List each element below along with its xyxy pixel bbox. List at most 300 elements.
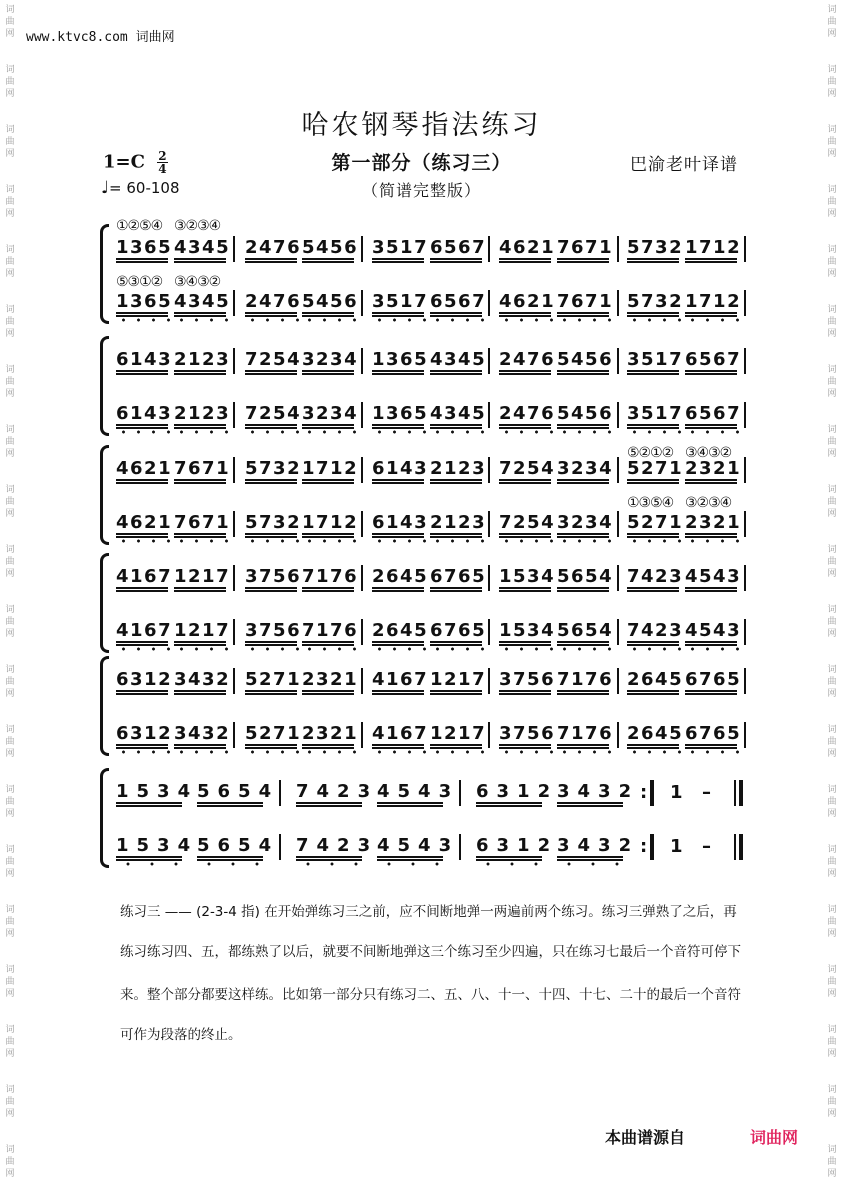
bar-line (361, 290, 363, 316)
beam-line (627, 370, 679, 372)
note-group: 7254 (499, 512, 556, 533)
note-group: 5732 (245, 512, 302, 533)
note-group: 2645 (627, 723, 684, 744)
watermark-char: 曲 (827, 317, 837, 327)
watermark-char: 网 (5, 329, 15, 339)
beam-line (430, 370, 482, 372)
beam-line (557, 536, 609, 538)
watermark-char: 网 (5, 989, 15, 999)
note-group: 4167 (116, 566, 173, 587)
octave-dots (116, 647, 174, 651)
note-group: 3517 (372, 237, 429, 258)
beam-line (557, 641, 609, 643)
octave-dots (372, 647, 430, 651)
watermark-char: 网 (827, 629, 837, 639)
beam-line (430, 644, 482, 646)
beam-line (685, 533, 737, 535)
octave-dots (197, 862, 267, 866)
beam-line (302, 693, 354, 695)
beam-line (302, 312, 354, 314)
beam-line (174, 261, 226, 263)
note-group: 7671 (174, 458, 231, 479)
subtitle: （简谱完整版） (361, 181, 481, 200)
note-group: 7423 (627, 566, 684, 587)
beam-line (372, 587, 424, 589)
watermark-char: 曲 (5, 257, 15, 267)
beam-line (174, 427, 226, 429)
watermark-char: 词 (827, 485, 837, 495)
watermark-char: 词 (5, 5, 15, 15)
octave-dots (302, 318, 360, 322)
watermark-char: 网 (827, 929, 837, 939)
octave-dots (430, 318, 488, 322)
octave-dots (174, 318, 232, 322)
final-bar-thick (739, 780, 743, 806)
bar-line (233, 511, 235, 537)
bar-line (459, 780, 461, 806)
beam-line (499, 536, 551, 538)
note-group: 5271 (245, 669, 302, 690)
fingering-numbers: ⑤③①② (116, 274, 163, 290)
watermark-char: 曲 (5, 1037, 15, 1047)
beam-line (245, 587, 297, 589)
beam-line (476, 856, 542, 858)
beam-line (174, 590, 226, 592)
octave-dots (174, 430, 232, 434)
beam-line (174, 482, 226, 484)
beam-line (557, 261, 609, 263)
watermark-char: 网 (827, 809, 837, 819)
beam-line (430, 641, 482, 643)
watermark-char: 词 (827, 545, 837, 555)
beam-line (302, 373, 354, 375)
note-group: 1534 (499, 566, 556, 587)
note-group: 6312 (476, 781, 559, 802)
beam-line (372, 312, 424, 314)
quarter-note-icon: ♩ (101, 178, 110, 198)
hold-dash: – (702, 782, 711, 803)
note-group: 2321 (685, 458, 742, 479)
note-group: 5654 (557, 620, 614, 641)
note-group: 6765 (685, 669, 742, 690)
octave-dots (430, 539, 488, 543)
watermark-char: 词 (5, 1085, 15, 1095)
watermark-char: 词 (827, 785, 837, 795)
beam-line (296, 805, 362, 807)
beam-line (557, 856, 623, 858)
beam-line (372, 690, 424, 692)
octave-dots (377, 862, 447, 866)
watermark-char: 曲 (827, 617, 837, 627)
note-group: 1534 (116, 781, 199, 802)
watermark-char: 词 (827, 1025, 837, 1035)
beam-line (685, 536, 737, 538)
beam-line (197, 805, 263, 807)
bar-line (361, 348, 363, 374)
beam-line (499, 533, 551, 535)
watermark-char: 词 (5, 125, 15, 135)
beam-line (372, 479, 424, 481)
watermark-char: 词 (5, 365, 15, 375)
final-bar (734, 780, 736, 806)
octave-dots (627, 539, 685, 543)
beam-line (685, 312, 737, 314)
note-group: 2321 (685, 512, 742, 533)
note-group: 3756 (499, 669, 556, 690)
watermark-char: 词 (827, 125, 837, 135)
beam-line (627, 641, 679, 643)
beam-line (372, 693, 424, 695)
beam-line (557, 370, 609, 372)
note-group: 7671 (557, 237, 614, 258)
octave-dots (685, 750, 743, 754)
bar-line (361, 457, 363, 483)
beam-line (430, 693, 482, 695)
beam-line (557, 690, 609, 692)
beam-line (557, 590, 609, 592)
beam-line (302, 533, 354, 535)
watermark-char: 曲 (5, 377, 15, 387)
beam-line (245, 747, 297, 749)
beam-line (627, 644, 679, 646)
beam-line (174, 587, 226, 589)
final-bar (734, 834, 736, 860)
watermark-char: 曲 (5, 497, 15, 507)
note-group: 3234 (302, 403, 359, 424)
note-group: 4167 (116, 620, 173, 641)
beam-line (685, 427, 737, 429)
beam-line (499, 479, 551, 481)
beam-line (174, 536, 226, 538)
note-group: 2123 (174, 403, 231, 424)
beam-line (685, 693, 737, 695)
watermark-char: 曲 (827, 677, 837, 687)
watermark-char: 曲 (827, 77, 837, 87)
note-group: 5654 (197, 835, 280, 856)
part-title: 第一部分（练习三） (331, 152, 512, 174)
beam-line (685, 261, 737, 263)
watermark-char: 曲 (827, 557, 837, 567)
beam-line (245, 370, 297, 372)
watermark-char: 曲 (5, 137, 15, 147)
beam-line (557, 312, 609, 314)
beam-line (197, 802, 263, 804)
watermark-char: 词 (5, 605, 15, 615)
octave-dots (499, 318, 557, 322)
beam-line (627, 258, 679, 260)
beam-line (302, 744, 354, 746)
octave-dots (116, 750, 174, 754)
beam-line (174, 644, 226, 646)
beam-line (499, 424, 551, 426)
note-group: 5271 (627, 512, 684, 533)
bar-line (233, 348, 235, 374)
beam-line (476, 802, 542, 804)
key-text: 1=C (103, 151, 145, 173)
bar-line (617, 511, 619, 537)
note-group: 1365 (372, 403, 429, 424)
note-group: 7671 (557, 291, 614, 312)
beam-line (377, 859, 443, 861)
beam-line (174, 373, 226, 375)
watermark-char: 词 (827, 245, 837, 255)
octave-dots (499, 647, 557, 651)
beam-line (372, 641, 424, 643)
bar-line (744, 290, 746, 316)
octave-dots (245, 430, 303, 434)
note-group: 1365 (116, 291, 173, 312)
note-group: 2645 (372, 620, 429, 641)
octave-dots (302, 430, 360, 434)
note-group: 1217 (430, 669, 487, 690)
octave-dots (430, 647, 488, 651)
watermark-char: 网 (5, 89, 15, 99)
beam-line (499, 312, 551, 314)
watermark-char: 词 (5, 665, 15, 675)
note-group: 4621 (499, 291, 556, 312)
note-group: 4345 (174, 291, 231, 312)
note-group: 3756 (245, 620, 302, 641)
watermark-char: 曲 (827, 917, 837, 927)
beam-line (197, 859, 263, 861)
beam-line (116, 312, 168, 314)
watermark-char: 网 (827, 1169, 837, 1179)
note-group: 7423 (296, 835, 379, 856)
note-group: 6765 (430, 566, 487, 587)
beam-line (116, 424, 168, 426)
beam-line (116, 747, 168, 749)
octave-dots (372, 750, 430, 754)
watermark-char: 曲 (5, 917, 15, 927)
watermark-char: 曲 (827, 437, 837, 447)
octave-dots (430, 430, 488, 434)
beam-line (627, 312, 679, 314)
bar-line (617, 290, 619, 316)
repeat-dots: : (640, 782, 648, 803)
note-group: 6312 (116, 723, 173, 744)
bar-line (488, 722, 490, 748)
watermark-char: 词 (827, 365, 837, 375)
repeat-bar (650, 834, 654, 860)
note-group: 5456 (302, 237, 359, 258)
note-group: 6312 (476, 835, 559, 856)
beam-line (499, 587, 551, 589)
beam-line (302, 590, 354, 592)
note-group: 1365 (372, 349, 429, 370)
translator-credit: 巴渝老叶译谱 (630, 155, 738, 175)
note-group: 5732 (627, 237, 684, 258)
watermark-char: 词 (5, 845, 15, 855)
octave-dots (685, 318, 743, 322)
staff-brace (100, 445, 109, 545)
beam-line (245, 644, 297, 646)
octave-dots (499, 750, 557, 754)
octave-dots (627, 750, 685, 754)
beam-line (174, 424, 226, 426)
bar-line (744, 402, 746, 428)
octave-dots (372, 318, 430, 322)
bar-line (488, 668, 490, 694)
watermark-char: 词 (827, 185, 837, 195)
watermark-char: 词 (5, 725, 15, 735)
watermark-char: 词 (827, 305, 837, 315)
note-group: 7176 (557, 669, 614, 690)
watermark-char: 网 (5, 569, 15, 579)
beam-line (557, 315, 609, 317)
beam-line (174, 258, 226, 260)
watermark-char: 网 (827, 749, 837, 759)
note-group: 7176 (557, 723, 614, 744)
note-group: 1217 (174, 620, 231, 641)
note-group: 3234 (557, 458, 614, 479)
watermark-char: 曲 (5, 977, 15, 987)
beam-line (557, 805, 623, 807)
beam-line (499, 315, 551, 317)
note-group: 3756 (499, 723, 556, 744)
note-group: 4345 (430, 403, 487, 424)
beam-line (499, 744, 551, 746)
staff-brace (100, 656, 109, 756)
bar-line (361, 236, 363, 262)
note-group: 5456 (302, 291, 359, 312)
beam-line (685, 644, 737, 646)
note-group: 3432 (174, 669, 231, 690)
watermark-char: 词 (827, 725, 837, 735)
watermark-char: 词 (5, 1025, 15, 1035)
beam-line (302, 479, 354, 481)
beam-line (372, 536, 424, 538)
bar-line (233, 290, 235, 316)
note-group: 5456 (557, 349, 614, 370)
bar-line (488, 236, 490, 262)
note-group: 4167 (372, 723, 429, 744)
note-group: 1534 (116, 835, 199, 856)
beam-line (627, 315, 679, 317)
bar-line (488, 457, 490, 483)
beam-line (685, 479, 737, 481)
watermark-char: 词 (5, 905, 15, 915)
note-group: 7254 (245, 403, 302, 424)
watermark-char: 词 (5, 65, 15, 75)
octave-dots (476, 862, 546, 866)
source-site-link[interactable]: 词曲网 (750, 1128, 799, 1147)
note-group: 4621 (116, 512, 173, 533)
watermark-char: 网 (5, 869, 15, 879)
bar-line (617, 236, 619, 262)
watermark-char: 曲 (5, 317, 15, 327)
beam-line (116, 802, 182, 804)
beam-line (685, 370, 737, 372)
bar-line (744, 668, 746, 694)
bar-line (488, 348, 490, 374)
note-group: 6765 (685, 723, 742, 744)
watermark-char: 曲 (827, 137, 837, 147)
watermark-char: 网 (5, 449, 15, 459)
beam-line (557, 373, 609, 375)
final-note: 1 (670, 782, 683, 803)
beam-line (372, 424, 424, 426)
watermark-char: 网 (827, 29, 837, 39)
repeat-bar (650, 780, 654, 806)
beam-line (430, 373, 482, 375)
left-watermark-strip (2, 0, 18, 1179)
beam-line (116, 536, 168, 538)
beam-line (174, 315, 226, 317)
watermark-char: 词 (827, 905, 837, 915)
watermark-char: 网 (5, 749, 15, 759)
watermark-char: 网 (5, 389, 15, 399)
beam-line (245, 479, 297, 481)
bar-line (361, 668, 363, 694)
watermark-char: 词 (5, 1145, 15, 1155)
beam-line (557, 859, 623, 861)
watermark-char: 网 (827, 689, 837, 699)
note-group: 4621 (499, 237, 556, 258)
watermark-char: 网 (5, 629, 15, 639)
fingering-numbers: ③②③④ (685, 495, 732, 511)
octave-dots (499, 430, 557, 434)
beam-line (627, 261, 679, 263)
beam-line (245, 373, 297, 375)
watermark-char: 网 (827, 269, 837, 279)
beam-line (627, 479, 679, 481)
note-group: 3517 (627, 403, 684, 424)
note-group: 6312 (116, 669, 173, 690)
bar-line (279, 834, 281, 860)
bar-line (488, 290, 490, 316)
watermark-char: 曲 (827, 1097, 837, 1107)
octave-dots (685, 539, 743, 543)
bar-line (361, 565, 363, 591)
beam-line (685, 482, 737, 484)
watermark-char: 词 (827, 965, 837, 975)
beam-line (372, 744, 424, 746)
beam-line (116, 370, 168, 372)
note-group: 7423 (296, 781, 379, 802)
note-group: 6143 (116, 403, 173, 424)
octave-dots (245, 318, 303, 322)
beam-line (116, 693, 168, 695)
bar-line (488, 402, 490, 428)
note-group: 2645 (372, 566, 429, 587)
note-group: 6567 (430, 237, 487, 258)
watermark-char: 词 (827, 5, 837, 15)
watermark-char: 网 (5, 1109, 15, 1119)
octave-dots (174, 750, 232, 754)
beam-line (245, 744, 297, 746)
note-group: 4621 (116, 458, 173, 479)
octave-dots (627, 647, 685, 651)
beam-line (302, 690, 354, 692)
watermark-char: 词 (827, 425, 837, 435)
beam-line (627, 427, 679, 429)
note-group: 6143 (372, 512, 429, 533)
beam-line (302, 261, 354, 263)
beam-line (174, 533, 226, 535)
time-sig-denominator: 4 (158, 162, 167, 176)
beam-line (430, 482, 482, 484)
note-group: 2476 (245, 291, 302, 312)
bar-line (617, 348, 619, 374)
note-group: 5271 (245, 723, 302, 744)
watermark-char: 曲 (5, 737, 15, 747)
watermark-char: 词 (5, 185, 15, 195)
watermark-char: 网 (5, 29, 15, 39)
watermark-char: 词 (5, 305, 15, 315)
beam-line (476, 859, 542, 861)
beam-line (377, 856, 443, 858)
beam-line (116, 261, 168, 263)
